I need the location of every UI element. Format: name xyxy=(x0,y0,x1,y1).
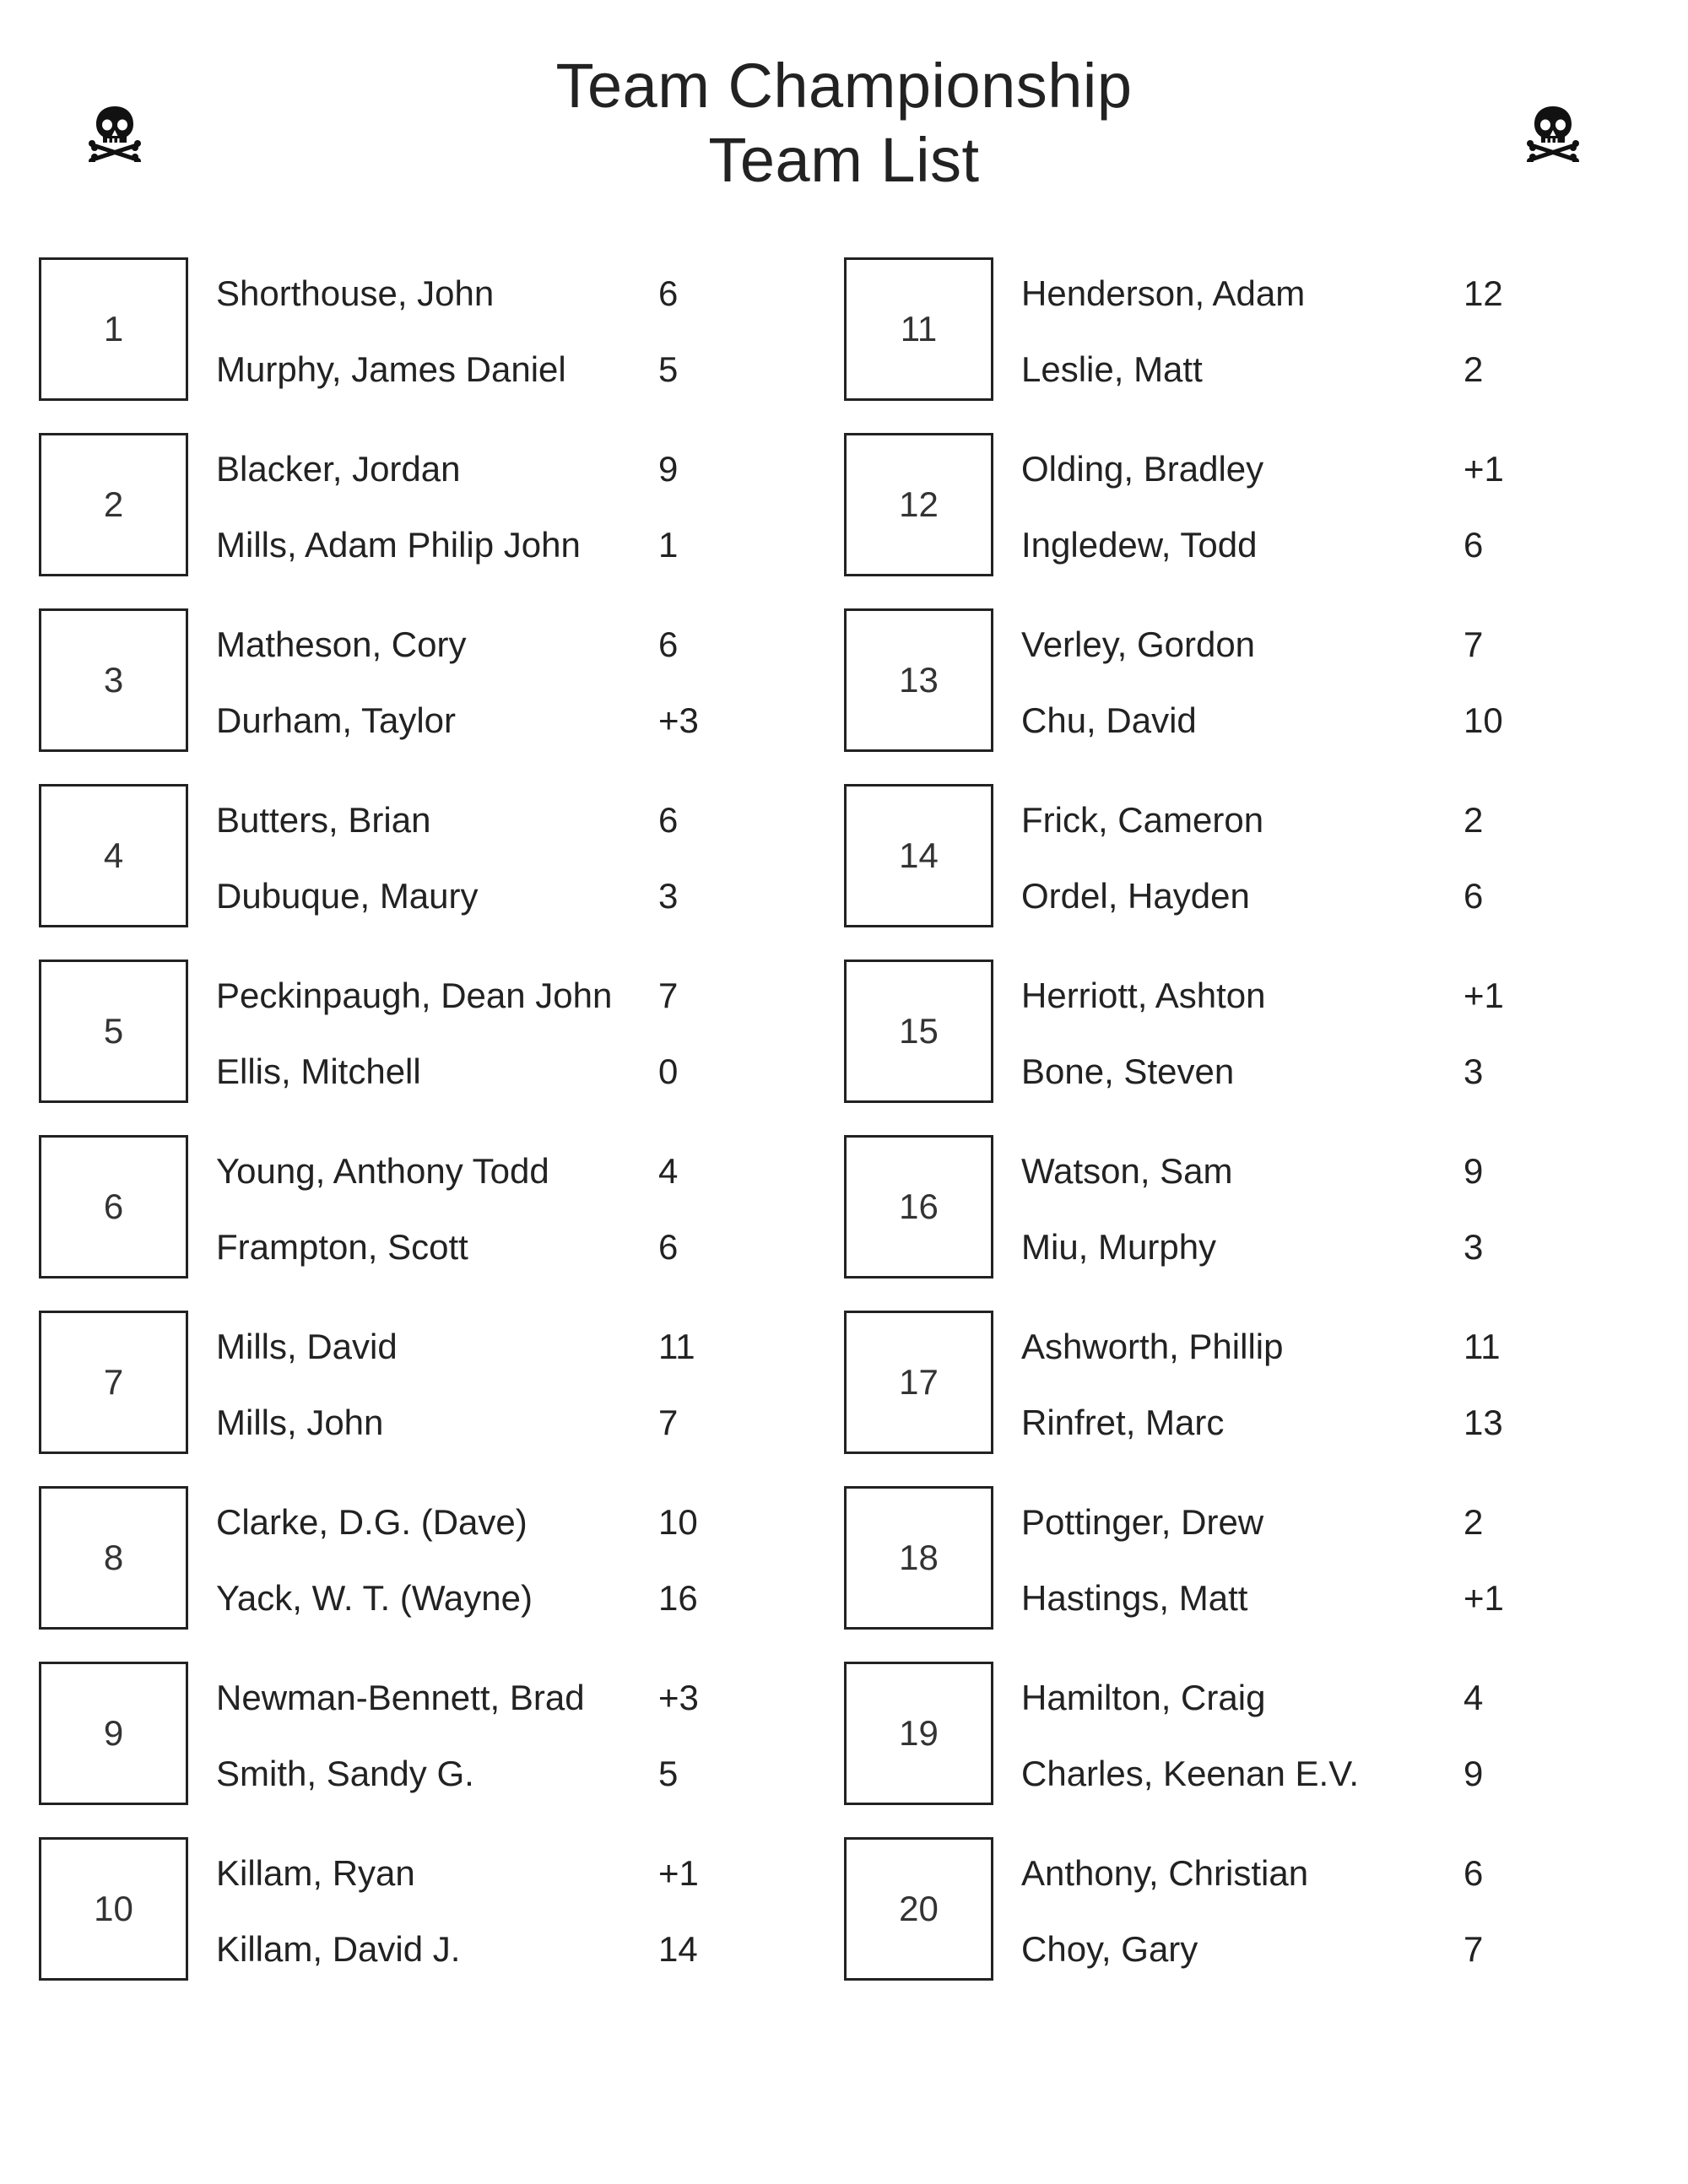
player-name: Olding, Bradley xyxy=(1021,449,1264,489)
team-number-box: 8 xyxy=(39,1486,188,1630)
player-name: Clarke, D.G. (Dave) xyxy=(216,1502,528,1542)
player-row xyxy=(216,1499,807,1546)
player-handicap: +3 xyxy=(658,1678,699,1717)
player-handicap: 9 xyxy=(1463,1754,1484,1793)
player-name: Blacker, Jordan xyxy=(216,449,461,489)
page-subtitle: Team List xyxy=(708,125,980,195)
team-entry xyxy=(844,257,1620,433)
player-row xyxy=(216,1926,807,1973)
team-number-box: 12 xyxy=(844,433,993,576)
team-entry xyxy=(844,1486,1620,1662)
player-handicap: 12 xyxy=(1463,273,1503,313)
player-name: Peckinpaugh, Dean John xyxy=(216,976,613,1015)
player-handicap: +1 xyxy=(1463,1578,1504,1618)
team-entry xyxy=(39,960,815,1135)
player-row xyxy=(216,972,807,1019)
team-entry xyxy=(844,608,1620,784)
team-number-box: 7 xyxy=(39,1311,188,1454)
team-number-box: 14 xyxy=(844,784,993,927)
player-row xyxy=(1021,446,1612,493)
player-row xyxy=(1021,1850,1612,1897)
player-name: Frick, Cameron xyxy=(1021,800,1264,840)
player-row xyxy=(1021,1399,1612,1446)
player-handicap: 4 xyxy=(1463,1678,1484,1717)
player-name: Ingledew, Todd xyxy=(1021,525,1258,565)
team-entry xyxy=(39,1486,815,1662)
player-name: Killam, David J. xyxy=(216,1929,461,1969)
player-name: Dubuque, Maury xyxy=(216,876,479,916)
player-name: Herriott, Ashton xyxy=(1021,976,1266,1015)
player-handicap: 2 xyxy=(1463,1502,1484,1542)
player-handicap: 3 xyxy=(1463,1227,1484,1267)
player-name: Killam, Ryan xyxy=(216,1853,415,1893)
player-name: Mills, David xyxy=(216,1327,398,1366)
player-name: Pottinger, Drew xyxy=(1021,1502,1264,1542)
player-handicap: +1 xyxy=(658,1853,699,1893)
page-title: Team Championship xyxy=(555,51,1133,121)
player-row xyxy=(1021,1499,1612,1546)
player-handicap: 7 xyxy=(1463,1929,1484,1969)
player-handicap: 6 xyxy=(1463,1853,1484,1893)
player-name: Hastings, Matt xyxy=(1021,1578,1248,1618)
player-row xyxy=(1021,270,1612,317)
team-number-box: 15 xyxy=(844,960,993,1103)
player-name: Leslie, Matt xyxy=(1021,349,1203,389)
team-number-box: 3 xyxy=(39,608,188,752)
player-row xyxy=(216,522,807,569)
team-entry xyxy=(39,1837,815,2013)
player-row xyxy=(1021,797,1612,844)
player-row xyxy=(1021,1674,1612,1722)
player-handicap: 11 xyxy=(658,1327,695,1366)
player-name: Murphy, James Daniel xyxy=(216,349,566,389)
player-name: Newman-Bennett, Brad xyxy=(216,1678,585,1717)
player-row xyxy=(1021,1148,1612,1195)
player-handicap: 2 xyxy=(1463,800,1484,840)
player-name: Charles, Keenan E.V. xyxy=(1021,1754,1360,1793)
player-row xyxy=(216,873,807,920)
player-row xyxy=(1021,1575,1612,1622)
player-handicap: 6 xyxy=(1463,876,1484,916)
player-row xyxy=(216,1399,807,1446)
player-name: Chu, David xyxy=(1021,700,1197,740)
team-entry xyxy=(39,784,815,960)
player-handicap: 5 xyxy=(658,349,679,389)
player-row xyxy=(216,1148,807,1195)
player-row xyxy=(1021,1224,1612,1271)
player-handicap: +1 xyxy=(1463,976,1504,1015)
player-handicap: 6 xyxy=(658,273,679,313)
player-name: Ellis, Mitchell xyxy=(216,1051,421,1091)
team-number-box: 4 xyxy=(39,784,188,927)
player-row xyxy=(1021,522,1612,569)
team-entry xyxy=(844,1837,1620,2013)
player-handicap: 10 xyxy=(658,1502,698,1542)
team-number-box: 6 xyxy=(39,1135,188,1279)
player-name: Henderson, Adam xyxy=(1021,273,1306,313)
player-name: Miu, Murphy xyxy=(1021,1227,1217,1267)
player-name: Anthony, Christian xyxy=(1021,1853,1309,1893)
team-number-box: 13 xyxy=(844,608,993,752)
player-handicap: 6 xyxy=(658,800,679,840)
player-handicap: 9 xyxy=(1463,1151,1484,1191)
player-row xyxy=(216,1048,807,1095)
player-row xyxy=(1021,972,1612,1019)
player-name: Hamilton, Craig xyxy=(1021,1678,1266,1717)
player-handicap: 9 xyxy=(658,449,679,489)
player-name: Mills, Adam Philip John xyxy=(216,525,581,565)
team-number-box: 18 xyxy=(844,1486,993,1630)
player-name: Bone, Steven xyxy=(1021,1051,1235,1091)
player-handicap: 5 xyxy=(658,1754,679,1793)
player-handicap: +3 xyxy=(658,700,699,740)
team-entry xyxy=(39,433,815,608)
team-entry xyxy=(39,1311,815,1486)
player-name: Watson, Sam xyxy=(1021,1151,1233,1191)
team-entry xyxy=(844,1662,1620,1837)
player-handicap: 7 xyxy=(1463,624,1484,664)
player-row xyxy=(1021,1323,1612,1370)
team-number-box: 10 xyxy=(39,1837,188,1981)
team-number-box: 20 xyxy=(844,1837,993,1981)
player-name: Young, Anthony Todd xyxy=(216,1151,549,1191)
player-row xyxy=(216,1750,807,1797)
player-row xyxy=(1021,1048,1612,1095)
player-name: Durham, Taylor xyxy=(216,700,456,740)
player-row xyxy=(1021,1750,1612,1797)
team-entry xyxy=(844,1135,1620,1311)
player-handicap: 13 xyxy=(1463,1403,1503,1442)
player-handicap: 4 xyxy=(658,1151,679,1191)
team-number-box: 9 xyxy=(39,1662,188,1805)
player-row xyxy=(216,1674,807,1722)
player-name: Ordel, Hayden xyxy=(1021,876,1250,916)
team-number-box: 17 xyxy=(844,1311,993,1454)
player-handicap: 3 xyxy=(1463,1051,1484,1091)
player-name: Matheson, Cory xyxy=(216,624,467,664)
player-handicap: +1 xyxy=(1463,449,1504,489)
player-row xyxy=(1021,873,1612,920)
player-row xyxy=(216,346,807,393)
player-name: Frampton, Scott xyxy=(216,1227,468,1267)
player-row xyxy=(216,797,807,844)
player-row xyxy=(1021,346,1612,393)
player-row xyxy=(1021,1926,1612,1973)
player-name: Ashworth, Phillip xyxy=(1021,1327,1284,1366)
team-entry xyxy=(844,433,1620,608)
player-handicap: 7 xyxy=(658,976,679,1015)
player-name: Shorthouse, John xyxy=(216,273,495,313)
player-handicap: 6 xyxy=(658,1227,679,1267)
team-column-left xyxy=(39,257,815,2013)
team-entry xyxy=(844,784,1620,960)
player-row xyxy=(216,621,807,668)
team-column-right xyxy=(844,257,1620,2013)
player-handicap: 11 xyxy=(1463,1327,1501,1366)
player-row xyxy=(216,1224,807,1271)
player-name: Butters, Brian xyxy=(216,800,431,840)
player-row xyxy=(216,1323,807,1370)
team-number-box: 11 xyxy=(844,257,993,401)
player-name: Choy, Gary xyxy=(1021,1929,1198,1969)
team-number-box: 1 xyxy=(39,257,188,401)
team-entry xyxy=(844,960,1620,1135)
player-handicap: 6 xyxy=(658,624,679,664)
player-row xyxy=(1021,697,1612,744)
player-row xyxy=(216,446,807,493)
team-number-box: 19 xyxy=(844,1662,993,1805)
team-entry xyxy=(39,608,815,784)
player-handicap: 6 xyxy=(1463,525,1484,565)
player-handicap: 2 xyxy=(1463,349,1484,389)
player-row xyxy=(1021,621,1612,668)
team-entry xyxy=(39,1662,815,1837)
team-entry xyxy=(39,1135,815,1311)
player-name: Verley, Gordon xyxy=(1021,624,1256,664)
player-row xyxy=(216,1575,807,1622)
player-handicap: 7 xyxy=(658,1403,679,1442)
player-name: Mills, John xyxy=(216,1403,384,1442)
team-number-box: 16 xyxy=(844,1135,993,1279)
player-handicap: 14 xyxy=(658,1929,698,1969)
team-entry xyxy=(39,257,815,433)
team-number-box: 5 xyxy=(39,960,188,1103)
player-name: Smith, Sandy G. xyxy=(216,1754,474,1793)
player-row xyxy=(216,270,807,317)
player-handicap: 16 xyxy=(658,1578,698,1618)
team-number-box: 2 xyxy=(39,433,188,576)
player-handicap: 1 xyxy=(658,525,679,565)
player-handicap: 0 xyxy=(658,1051,679,1091)
player-handicap: 3 xyxy=(658,876,679,916)
team-entry xyxy=(844,1311,1620,1486)
player-handicap: 10 xyxy=(1463,700,1503,740)
player-name: Rinfret, Marc xyxy=(1021,1403,1225,1442)
player-row xyxy=(216,697,807,744)
player-name: Yack, W. T. (Wayne) xyxy=(216,1578,533,1618)
page-header xyxy=(0,49,1688,197)
player-row xyxy=(216,1850,807,1897)
